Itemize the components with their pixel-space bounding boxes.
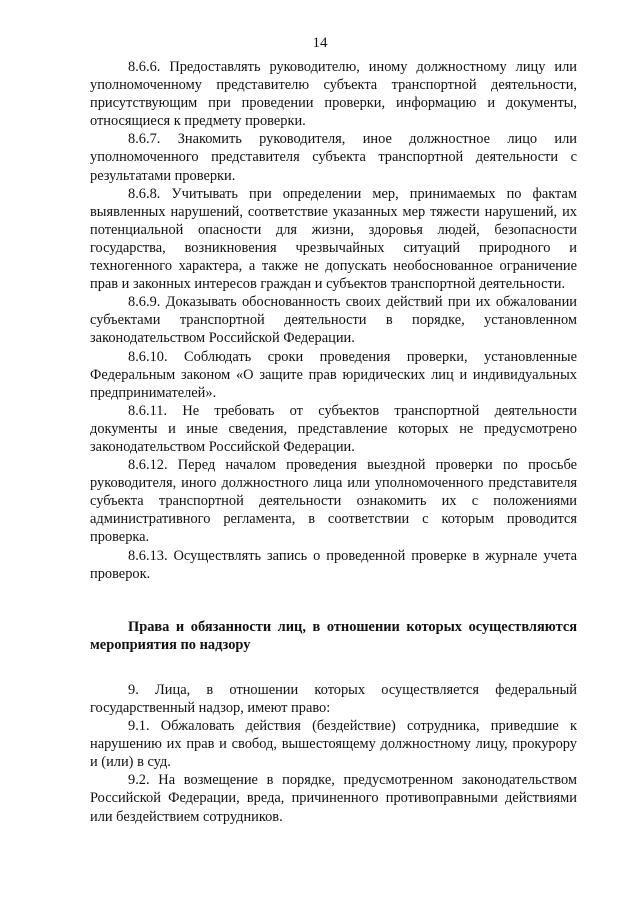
paragraph-8-6-12: 8.6.12. Перед началом проведения выездной проверки по просьбе руководителя, иного должностного лица или уполномоченного представителя субъекта транспортной деятельности ознакомить их с положениями административного регламента, в соответствии с которым проводится проверка. — [90, 457, 577, 546]
paragraph-8-6-13: 8.6.13. Осуществлять запись о проведенной проверке в журнале учета проверок. — [90, 547, 577, 582]
paragraph-8-6-6: 8.6.6. Предоставлять руководителю, иному должностному лицу или уполномоченному представителю субъекта транспортной деятельности, присутствующим при проведении проверки, информацию и документы, относящиеся к предмету проверки. — [90, 59, 577, 130]
paragraph-8-6-9: 8.6.9. Доказывать обоснованность своих действий при их обжаловании субъектами транспортной деятельности в порядке, установленном законодательством Российской Федерации. — [90, 294, 577, 347]
paragraph-9-2: 9.2. На возмещение в порядке, предусмотренном законодательством Российской Федерации, вреда, причиненного противоправными действиями или бездействием сотрудников. — [90, 772, 577, 825]
paragraph-9-1: 9.1. Обжаловать действия (бездействие) сотрудника, приведшие к нарушению их прав и свобод, вышестоящему должностному лицу, прокурору и (или) в суд. — [90, 718, 577, 771]
paragraph-8-6-7: 8.6.7. Знакомить руководителя, иное должностное лицо или уполномоченного представителя субъекта транспортной деятельности с результатами проверки. — [90, 131, 577, 184]
paragraph-8-6-8: 8.6.8. Учитывать при определении мер, принимаемых по фактам выявленных нарушений, соответствие указанных мер тяжести нарушений, их потенциальной опасности для жизни, здоровья людей, безопасности государства, возникновения чрезвычайных ситуаций природного и техногенного характера, а также не допускать необоснованное ограничение прав и законных интересов граждан и субъектов транспортной деятельности. — [90, 185, 577, 293]
document-body — [90, 58, 577, 826]
page-number: 14 — [312, 35, 328, 51]
paragraph-8-6-11: 8.6.11. Не требовать от субъектов транспортной деятельности документы и иные сведения, представление которых не предусмотрено законодательством Российской Федерации. — [90, 402, 577, 455]
section-heading: Права и обязанности лиц, в отношении которых осуществляются мероприятия по надзору — [90, 618, 577, 653]
paragraph-9: 9. Лица, в отношении которых осуществляется федеральный государственный надзор, имеют право: — [90, 681, 577, 716]
paragraph-8-6-10: 8.6.10. Соблюдать сроки проведения проверки, установленные Федеральным законом «О защите прав юридических лиц и индивидуальных предпринимателей». — [90, 348, 577, 401]
